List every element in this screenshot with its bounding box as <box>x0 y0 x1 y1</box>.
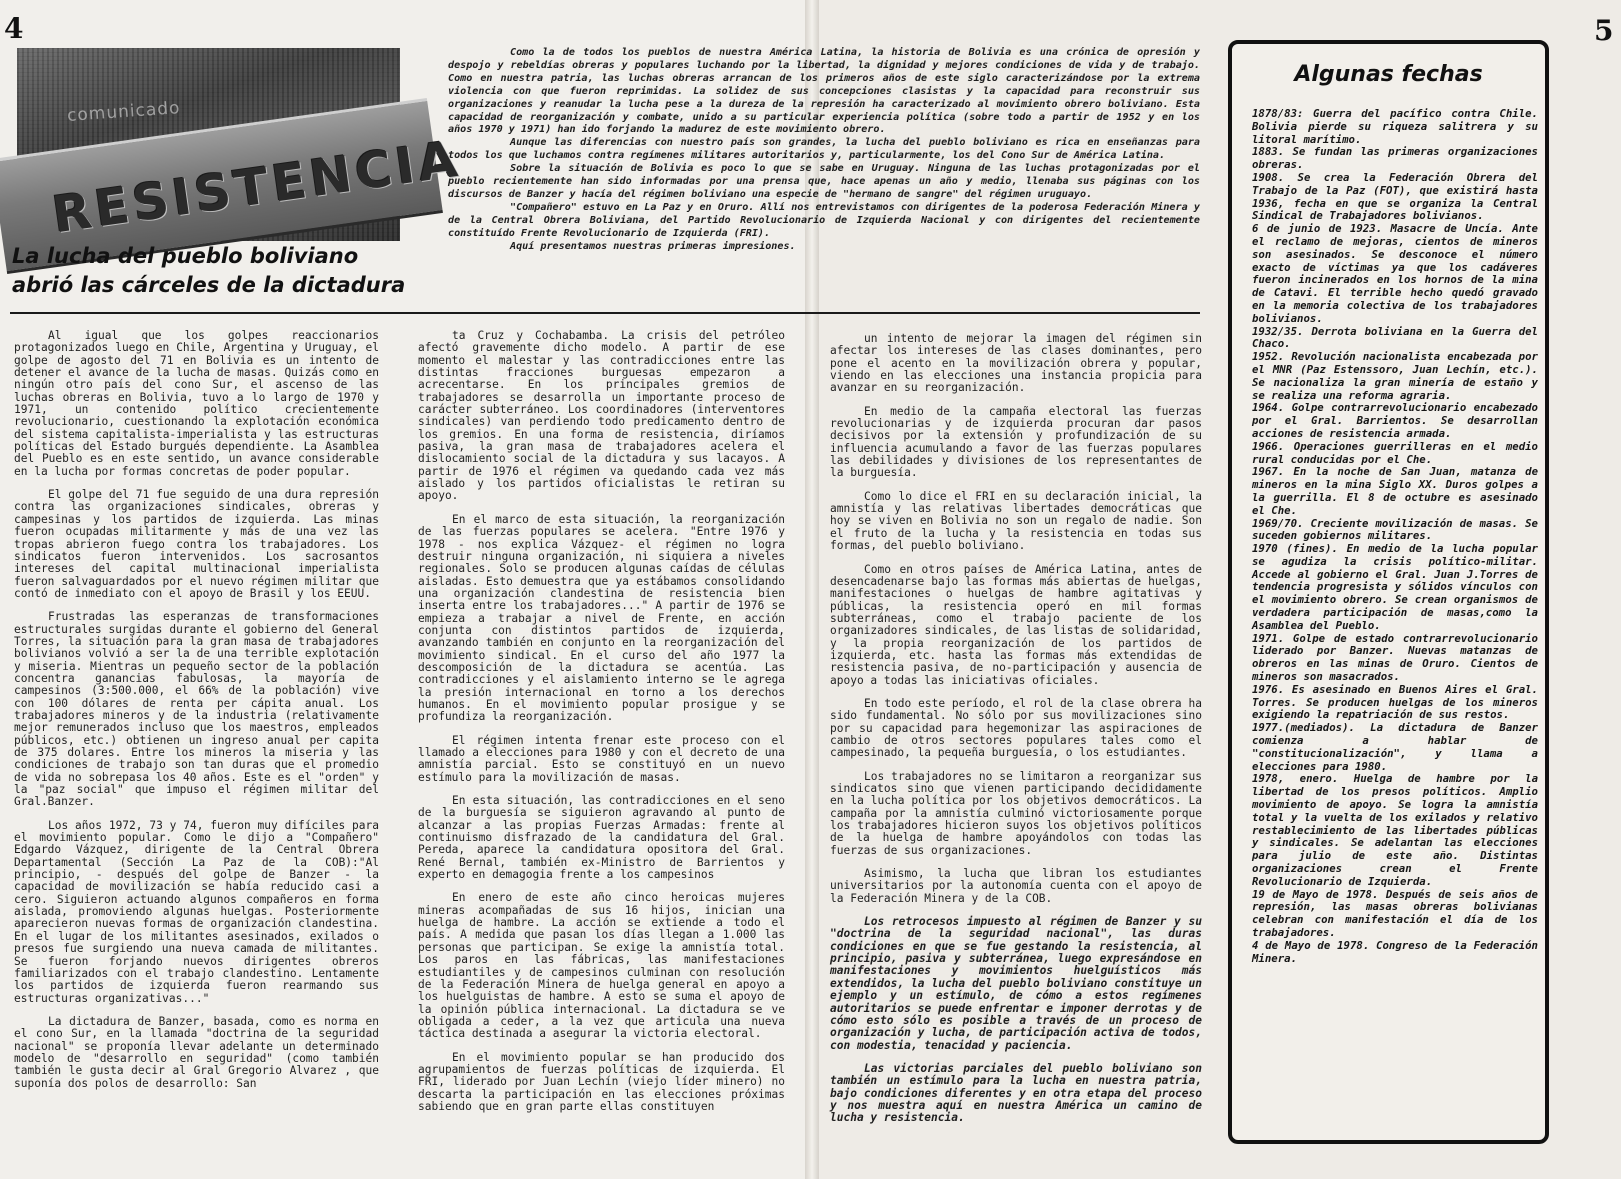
date-entry: 19 de Mayo de 1978. Después de seis años de represión, las masas obreras bolivianas celebran con manifestación el día de los trabajadores. <box>1252 887 1538 939</box>
body-paragraph: Frustradas las esperanzas de transformaciones estructurales surgidas durante el gobierno del General Torres, la situación para la gran masa de trabajadores bolivianos volvió a ser la de una terrible explotación y miseria. Mientras un pequeño sector de la población concentra ganancias fabulosas, la mayoría de campesinos (3:500.000, el 66% de la población) vive con 100 dólares de renta per cápita anual. Los trabajadores mineros y de la industria (relativamente mejor remunerados incluso que los maestros, empleados públicos, etc.) obtienen un ingreso anual per capita de 375 dolares. Entre los mineros la miseria y las condiciones de trabajo son tan duras que el promedio de vida no sobrepasa los 40 años. Este es el "orden" y la "paz social" que impuso el régimen militar del Gral.Banzer. <box>14 610 379 809</box>
sidebar-title: Algunas fechas <box>1294 62 1483 87</box>
sidebar-entries <box>1252 108 1538 965</box>
headline-line-1: La lucha del pueblo boliviano <box>12 244 359 268</box>
body-paragraph: Los trabajadores no se limitaron a reorganizar sus sindicatos sino que vienen participando decididamente en la lucha política por los objetivos democráticos. La campaña por la amnistía culminó victoriosamente porque los trabajadores hicieron suyos los objetivos políticos de la huelga de hambre apoyándolos con todas las fuerzas de sus organizaciones. <box>830 769 1202 857</box>
date-entry: 1976. Es asesinado en Buenos Aires el Gral. Torres. Se producen huelgas de los mineros exigiendo la repatriación de sus restos. <box>1252 682 1538 722</box>
body-paragraph: un intento de mejorar la imagen del régimen sin afectar los intereses de las clases dominantes, pero pone el acento en la movilización obrera y popular, viendo en las elecciones una instancia propicia para avanzar en su reorganización. <box>830 332 1202 395</box>
date-entry: 4 de Mayo de 1978. Congreso de la Federación Minera. <box>1252 938 1538 965</box>
body-paragraph: Al igual que los golpes reaccionarios protagonizados luego en Chile, Argentina y Uruguay, el golpe de agosto del 71 en Bolivia es un intento de detener el avance de la lucha de masas. Quizás como en ningún otro país del cono Sur, el ascenso de las luchas obreras en Bolivia, tuvo a lo largo de 1970 y 1971, un contenido político crecientemente revolucionario, cuestionando la explotación económica del sistema capitalista-imperialista y las estructuras políticas del Estado burgués dependiente. La Asamblea del Pueblo es en este sentido, un avance considerable en la lucha por formas concretas de poder popular. <box>14 329 379 478</box>
date-entry: 1932/35. Derrota boliviana en la Guerra del Chaco. <box>1252 324 1538 351</box>
date-entry: 1964. Golpe contrarrevolucionario encabezado por el Gral. Barrientos. Se desarrollan acciones de resistencia armada. <box>1252 401 1538 440</box>
body-paragraph-italic: Las victorias parciales del pueblo boliviano son también un estímulo para la lucha en nuestra patria, bajo condiciones diferentes y en otra etapa del proceso y nos muestra aquí en nuestra América un camino de lucha y resistencia. <box>830 1061 1202 1125</box>
date-entry: 1966. Operaciones guerrilleras en el medio rural conducidas por el Che. <box>1252 439 1538 466</box>
page-number-right: 5 <box>1594 14 1614 47</box>
headline-line-2: abrió las cárceles de la dictadura <box>12 273 406 297</box>
body-paragraph: La dictadura de Banzer, basada, como es norma en el cono Sur, en la llamada "doctrina de la seguridad nacional" se proponía llevar adelante un determinado modelo de "desarrollo en seguridad" (como también también le gusta decir al Gral Gregorio Alvarez , que suponía dos polos de desarrollo: San <box>14 1014 379 1090</box>
date-entry: 1878/83: Guerra del pacífico contra Chile. Bolivia pierde su riqueza salitrera y su litoral marítimo. <box>1252 107 1538 146</box>
intro-paragraph: Sobre la situación de Bolivia es poco lo que se sabe en Uruguay. Ninguna de las luchas protagonizadas por el pueblo recientemente han sido informadas por una prensa que, hace apenas un año y medio, llenaba sus páginas con los discursos de Banzer y hacía del régimen boliviano una especie de "hermano de sangre" del régimen uruguayo. <box>448 163 1200 200</box>
date-entry: 1970 (fines). En medio de la lucha popular se agudiza la crisis político-militar. Accede al gobierno el Gral. Juan J.Torres de tendencia progresista y sólidos vínculos con el movimiento obrero. Se crean organismos de verdadera participación de masas,como la Asamblea del Pueblo. <box>1252 542 1538 632</box>
body-paragraph: En el marco de esta situación, la reorganización de las fuerzas populares se acelera. "Entre 1976 y 1978 - nos explica Vázquez- el régimen no logra destruir ninguna organización, ni siquiera a niveles regionales. Solo se producen algunas caídas de células aisladas. Esto demuestra que ya estábamos consolidando una organización clandestina de resistencia bien inserta entre los trabajadores..." A partir de 1976 se empieza a trabajar a nivel de Frente, en acción conjunta con distintos partidos de izquierda, avanzando también en conjunto en la reorganización del movimiento sindical. En el curso del año 1977 la descomposición de la dictadura se acentúa. Las contradicciones y el aislamiento interno se le agrega la presión internacional en torno a los derechos humanos. En el movimiento popular prosigue y se profundiza la reorganización. <box>418 512 785 724</box>
body-paragraph: El régimen intenta frenar este proceso con el llamado a elecciones para 1980 y con el decreto de una amnistía parcial. Esto se constituyó en un nuevo estímulo para la movilización de masas. <box>418 733 785 784</box>
date-entry: 1969/70. Creciente movilización de masas. Se suceden gobiernos militares. <box>1252 516 1538 543</box>
date-entry: 1978, enero. Huelga de hambre por la libertad de los presos políticos. Amplio movimiento de apoyo. Se logra la amnistía total y la vuelta de los exilados y relativo restablecimiento de las libertades públicas y sindicales. Se adelantan las elecciones para julio de este año. Distintas organizaciones crean el Frente Revolucionario de Izquierda. <box>1252 772 1538 888</box>
body-paragraph: En todo este período, el rol de la clase obrera ha sido fundamental. No sólo por sus movilizaciones sino por su capacidad para hegemonizar las aspiraciones de cambio de otros sectores populares tales como el campesinado, la pequeña burguesía, o los estudiantes. <box>830 696 1202 760</box>
intro-paragraphs <box>448 47 1200 254</box>
date-entry: 1967. En la noche de San Juan, matanza de mineros en la mina Siglo XX. Duros golpes a la guerrilla. El 8 de octubre es asesinado el Che. <box>1252 465 1538 517</box>
date-entry: 1952. Revolución nacionalista encabezada por el MNR (Paz Estenssoro, Juan Lechín, etc.). Se nacionaliza la gran minería de estaño y se realiza una reforma agraria. <box>1252 350 1538 402</box>
photo-caption: comunicado <box>66 98 182 126</box>
body-paragraph: En medio de la campaña electoral las fuerzas revolucionarias y de izquierda procuran dar pasos decisivos por la extensión y profundización de su influencia acumulando a favor de las fuerzas populares las debilidades y divisiones de los representantes de la burguesía. <box>830 404 1202 480</box>
body-paragraph: El golpe del 71 fue seguido de una dura represión contra las organizaciones sindicales, obreras y campesinas y los partidos de izquierda. Las minas fueron ocupadas militarmente y más de una vez las tropas abrieron fuego contra los trabajadores. Los sindicatos fueron intervenidos. Los sacrosantos intereses del capital multinacional imperialista fueron salvaguardados por el nuevo régimen militar que contó de inmediato con el apoyo de Brasil y los EEUU. <box>14 488 379 600</box>
body-paragraph: En el movimiento popular se han producido dos agrupamientos de fuerzas políticas de izquierda. El FRI, liderado por Juan Lechín (viejo líder minero) no descarta la participación en las elecciones próximas sabiendo que en gran parte ellas constituyen <box>418 1050 785 1113</box>
section-divider <box>10 312 1200 314</box>
body-paragraph: Como lo dice el FRI en su declaración inicial, la amnistía y las relativas libertades democráticas que hoy se viven en Bolivia no son un regalo de nadie. Son el fruto de la lucha y la resistencia en todas sus formas, del pueblo boliviano. <box>830 489 1202 553</box>
date-entry: 1883. Se fundan las primeras organizaciones obreras. <box>1252 145 1538 172</box>
body-paragraph: En enero de este año cinco heroicas mujeres mineras acompañadas de sus 16 hijos, inician una huelga de hambre. La acción se extiende a todo el país. A medida que pasan los días llegan a 1.000 las personas que participan. Se exige la amnistía total. Los paros en las fábricas, las manifestaciones estudiantiles y de campesinos culminan con resolución de la Federación Minera de huelga general en apoyo a los huelguistas de hambre. A esto se suma el apoyo de la opinión pública internacional. La dictadura se ve obligada a ceder, a la vez que articula una nueva táctica destinada a asegurar la victoria electoral. <box>418 891 785 1041</box>
article-column-3 <box>830 333 1202 1136</box>
photo-word: RESISTENCIA <box>48 129 465 245</box>
article-column-2 <box>418 330 785 1124</box>
resistencia-photo <box>17 48 465 245</box>
article-headline <box>12 242 412 300</box>
intro-paragraph: Como la de todos los pueblos de nuestra América Latina, la historia de Bolivia es una crónica de opresión y despojo y rebeldías obreras y populares luchando por la libertad, la dignidad y mejores condiciones de vida y de trabajo. Como en nuestra patria, las luchas obreras arrancan de los primeros años de este siglo caracterizándose por la extrema violencia con que fueron reprimidas. La solidez de sus concepciones clasistas y la capacidad para reconstruir sus organizaciones y reanudar la lucha pese a la dureza de la represión ha caracterizado al movimiento obrero boliviano. Esta capacidad de reorganización y combate, unido a su particular experiencia política (sobre todo a partir de 1952 y en los años 1970 y 1971) han ido forjando la madurez de este movimiento obrero. <box>448 47 1200 136</box>
body-paragraph: En esta situación, las contradicciones en el seno de la burguesía se siguieron agravando al punto de alcanzar a las propias Fuerzas Armadas: frente al continuismo disfrazado de la candidatura del Gral. Pereda, aparece la candidatura opositora del Gral. René Bernal, también ex-Ministro de Barrientos y experto en demagogia frente a los campesinos <box>418 794 785 882</box>
page-number-left: 4 <box>4 12 24 45</box>
date-entry: 6 de junio de 1923. Masacre de Uncía. Ante el reclamo de mejoras, cientos de mineros son asesinados. Se desconoce el número exacto de víctimas ya que los cadáveres fueron incinerados en los hornos de la mina de Catavi. El terrible hecho quedó gravado en la memoria colectiva de los trabajadores bolivianos. <box>1252 222 1538 325</box>
body-paragraph: Como en otros países de América Latina, antes de desencadenarse bajo las formas más abiertas de huelgas, manifestaciones o huelgas de hambre agitativas y públicas, la resistencia operó en mil formas subterráneas, como el trabajo paciente de los organizadores sindicales, de las listas de solidaridad, y la propia reorganización de los partidos de izquierda, etc. hasta las formas más extendidas de resistencia pasiva, de no-participación y ausencia de apoyo a todas las iniciativas oficiales. <box>830 562 1202 687</box>
date-entry: 1971. Golpe de estado contrarrevolucionario liderado por Banzer. Nuevas matanzas de obreros en las minas de Oruro. Cientos de mineros son masacrados. <box>1252 631 1538 684</box>
intro-paragraph: "Compañero" estuvo en La Paz y en Oruro. Allí nos entrevistamos con dirigentes de la poderosa Federación Minera y de la Central Obrera Boliviana, del Partido Revolucionario de Izquierda Nacional y con dirigentes del recientemente constituído Frente Revolucionario de Izquierda (FRI). <box>448 201 1200 239</box>
dates-sidebar <box>1228 40 1549 1144</box>
date-entry: 1977.(mediados). La dictadura de Banzer comienza a hablar de "constitucionalización", y llama a elecciones para 1980. <box>1252 721 1538 773</box>
body-paragraph: ta Cruz y Cochabamba. La crisis del petróleo afectó gravemente dicho modelo. A partir de ese momento el malestar y las contradicciones entre las distintas fracciones burguesas empezaron a acrecentarse. En los principales gremios de trabajadores se desarrolla un importante proceso de carácter subterráneo. Los coordinadores (interventores sindicales) van perdiendo todo predicamento dentro de los gremios. En una forma de resistencia, diríamos pasiva, la gran masa de trabajadores acelera el dislocamiento social de la dictadura y sus lacayos. A partir de 1976 el régimen va quedando cada vez más aislado y los partidos oficialistas le retiran su apoyo. <box>418 329 785 503</box>
article-column-1 <box>14 330 379 1101</box>
body-paragraph-italic: Los retrocesos impuesto al régimen de Banzer y su "doctrina de la seguridad nacional", las duras condiciones en que se fue gestando la resistencia, al principio, pasiva y subterránea, luego expresándose en manifestaciones y movimientos huelguísticos más extendidos, la lucha del pueblo boliviano constituye un ejemplo y un estímulo, de cómo a estos regímenes autoritarios se puede enfrentar e imponer derrotas y de cómo esto sólo es posible a través de un proceso de organización y lucha, de participación activa de todos, con modestia, tenacidad y paciencia. <box>830 915 1202 1052</box>
intro-paragraph: Aquí presentamos nuestras primeras impresiones. <box>510 240 796 252</box>
body-paragraph: Los años 1972, 73 y 74, fueron muy difíciles para el movimiento popular. Como le dijo a "Compañero" Edgardo Vázquez, dirigente de la Central Obrera Departamental (Sección La Paz de la COB):"Al principio, - después del golpe de Banzer - la capacidad de movilización se había reducido casi a cero. Siguieron actuando algunos compañeros en forma aislada, promoviendo algunas huelgas. Posteriormente aparecieron nuevas formas de organización clandestina. En el lugar de los militantes asesinados, exilados o presos fue surgiendo una nueva camada de militantes. Se fueron forjando nuevos dirigentes obreros familiarizados con el trabajo clandestino. Lentamente los partidos de izquierda fueron rearmando sus estructuras organizativas..." <box>14 818 379 1005</box>
intro-paragraph: Aunque las diferencias con nuestro país son grandes, la lucha del pueblo boliviano es rica en enseñanzas para todos los que luchamos contra regímenes militares autoritarios y, particularmente, los del Cono Sur de América Latina. <box>448 137 1200 162</box>
body-paragraph: Asimismo, la lucha que libran los estudiantes universitarios por la autonomía cuenta con el apoyo de la Federación Minera y de la COB. <box>830 867 1202 905</box>
date-entry: 1908. Se crea la Federación Obrera del Trabajo de la Paz (FOT), que existirá hasta 1936, fecha en que se organiza la Central Sindical de Trabajadores bolivianos. <box>1252 170 1538 223</box>
